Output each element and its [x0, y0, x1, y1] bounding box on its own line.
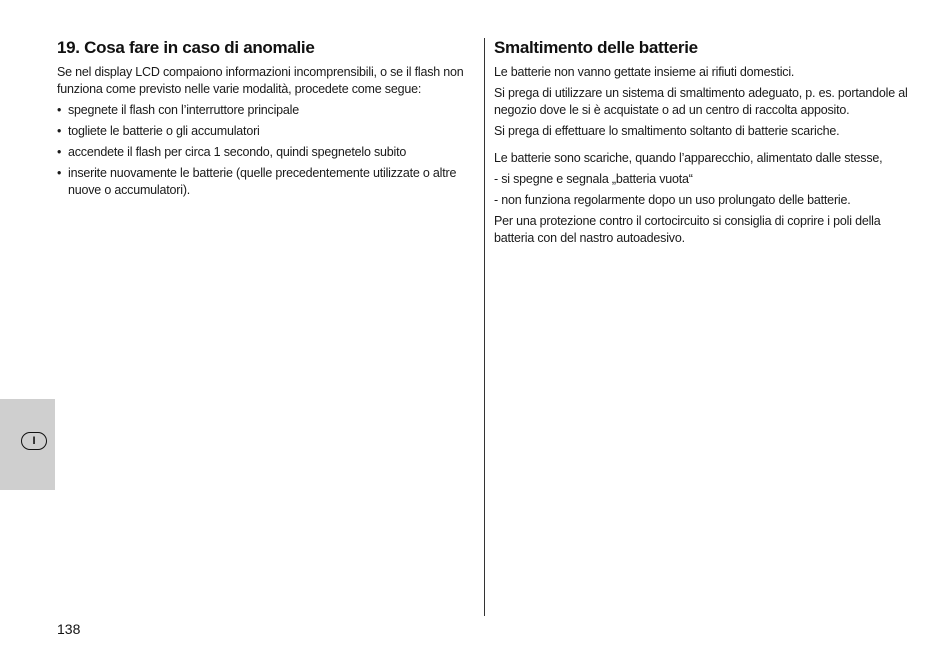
list-item: • togliete le batterie o gli accumulatori [57, 124, 260, 138]
language-badge: I [21, 432, 47, 450]
section-heading-anomalies: 19. Cosa fare in caso di anomalie [57, 38, 315, 57]
disposal-paragraph: Si prega di effettuare lo smaltimento soltanto di batterie scariche. [494, 124, 840, 138]
disposal-paragraph: Le batterie non vanno gettate insieme ai rifiuti domestici. [494, 65, 795, 79]
list-item: • inserite nuovamente le batterie (quelle precedentemente utilizzate o altre nuove o accumulatori). [57, 166, 457, 197]
language-tab [0, 399, 55, 490]
disposal-paragraph: Per una protezione contro il cortocircuito si consiglia di coprire i poli della batteria con del nastro autoadesivo. [494, 214, 881, 245]
disposal-paragraph: Le batterie sono scariche, quando l’apparecchio, alimentato dalle stesse, [494, 151, 883, 165]
right-column [494, 36, 914, 247]
disposal-dash-item: - non funziona regolarmente dopo un uso prolungato delle batterie. [494, 193, 851, 207]
bullet-icon: • [57, 166, 62, 180]
bullet-icon: • [57, 145, 62, 159]
section-heading-battery-disposal: Smaltimento delle batterie [494, 38, 698, 57]
list-item: • accendete il flash per circa 1 secondo, quindi spegnetelo subito [57, 145, 407, 159]
anomalies-steps-list [57, 102, 477, 199]
bullet-icon: • [57, 124, 62, 138]
disposal-paragraph: Si prega di utilizzare un sistema di smaltimento adeguato, p. es. portandole al negozio dove le si è acquistate o ad un centro di raccolta apposito. [494, 86, 908, 117]
page-number: 138 [57, 621, 81, 637]
disposal-dash-item: - si spegne e segnala „batteria vuota“ [494, 172, 693, 186]
column-divider [484, 38, 485, 616]
bullet-icon: • [57, 103, 62, 117]
left-column [57, 36, 477, 203]
anomalies-intro: Se nel display LCD compaiono informazioni incomprensibili, o se il flash non funziona come previsto nelle varie modalità, procedete come segue: [57, 65, 464, 96]
list-item: • spegnete il flash con l’interruttore principale [57, 103, 300, 117]
